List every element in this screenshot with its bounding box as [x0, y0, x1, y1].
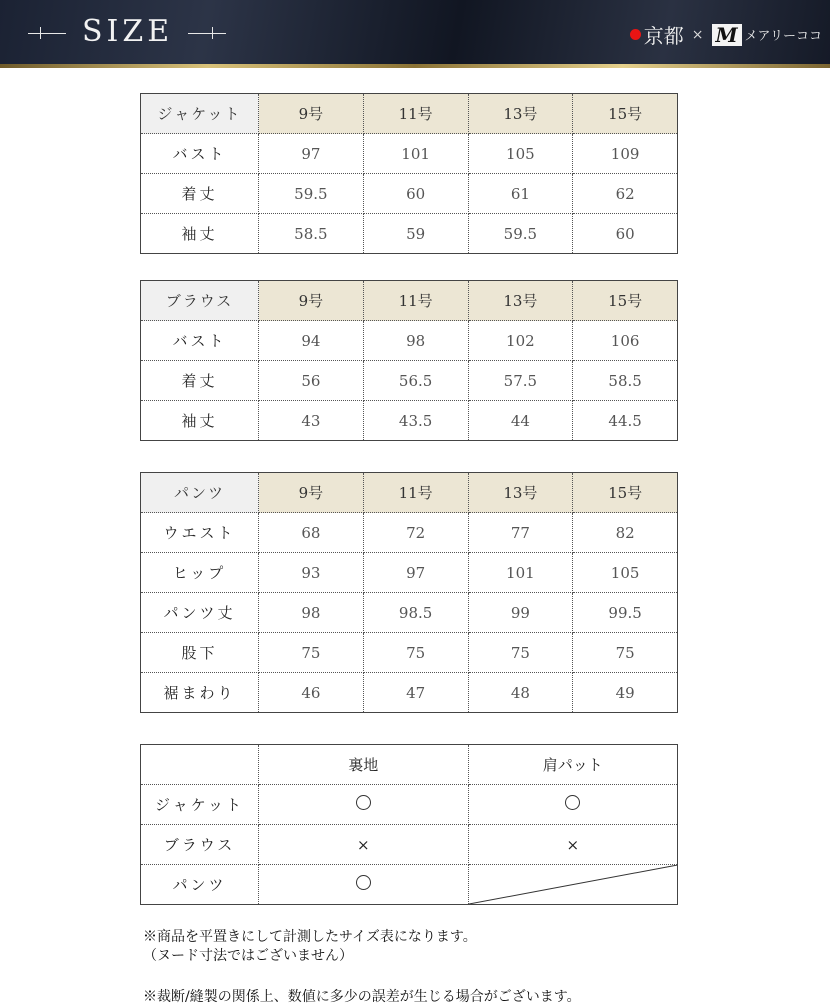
table-header-row	[141, 745, 678, 785]
size-header-13: 13号	[468, 473, 573, 513]
table-row	[141, 825, 678, 865]
table-row	[141, 134, 678, 174]
title-deco-left-tick	[40, 27, 41, 39]
note-line-1: ※商品を平置きにして計測したサイズ表になります。	[143, 929, 477, 945]
table-cell: 44.5	[608, 411, 642, 430]
pants-size-table	[140, 472, 678, 713]
row-label: ウエスト	[141, 513, 259, 553]
notes	[143, 928, 581, 1007]
table-cell: 99.5	[573, 593, 678, 633]
brand-times: ×	[691, 26, 704, 43]
table-cell	[468, 865, 678, 905]
gold-divider	[0, 64, 830, 68]
table-cell: 57.5	[468, 361, 573, 401]
table-cell: 59.5	[259, 174, 364, 214]
size-header-13: 13号	[468, 281, 573, 321]
table-cell: ×	[259, 825, 469, 865]
table-cell: 98.5	[363, 593, 468, 633]
brand-name: メアリーココ	[744, 29, 822, 44]
blouse-size-table	[140, 280, 678, 441]
row-label: 股下	[141, 633, 259, 673]
table-row	[141, 553, 678, 593]
table-cell: 59	[363, 214, 468, 254]
table-cell: 101	[363, 134, 468, 174]
row-label: バスト	[141, 321, 259, 361]
size-header-15: 15号	[573, 281, 678, 321]
feature-table	[140, 744, 678, 905]
title-deco-left-line	[28, 33, 66, 34]
table-row	[141, 633, 678, 673]
row-label: ヒップ	[141, 553, 259, 593]
table-row	[141, 174, 678, 214]
table-cell: 94	[259, 321, 364, 361]
size-header-15: 15号	[573, 94, 678, 134]
table-cell: 48	[468, 673, 573, 713]
table-row	[141, 593, 678, 633]
size-header-9: 9号	[259, 94, 364, 134]
circle-yes-icon	[356, 795, 371, 810]
table-cell: 72	[363, 513, 468, 553]
header-banner	[0, 0, 830, 64]
table-cell: 98	[259, 593, 364, 633]
table-row	[141, 865, 678, 905]
row-label: パンツ	[141, 865, 259, 905]
table-cell: 105	[468, 134, 573, 174]
brand-m-mark: M	[712, 24, 742, 46]
table-cell: 47	[363, 673, 468, 713]
table-cell: 105	[573, 553, 678, 593]
brand-logo	[630, 20, 822, 49]
table-row	[141, 361, 678, 401]
table-cell: 97	[259, 134, 364, 174]
pants-corner-cell: パンツ	[141, 473, 259, 513]
lining-header: 裏地	[259, 745, 469, 785]
row-label: 袖丈	[141, 214, 259, 254]
table-row	[141, 401, 678, 441]
table-cell: 93	[259, 553, 364, 593]
table-cell	[259, 865, 469, 905]
jacket-corner-cell: ジャケット	[141, 94, 259, 134]
row-label: ジャケット	[141, 785, 259, 825]
circle-yes-icon	[356, 875, 371, 890]
table-cell: ×	[468, 825, 678, 865]
table-cell: 98	[363, 321, 468, 361]
table-cell: 43.5	[363, 401, 468, 441]
table-cell	[468, 785, 678, 825]
size-header-11: 11号	[363, 281, 468, 321]
row-label: 着丈	[141, 174, 259, 214]
size-header-15: 15号	[573, 473, 678, 513]
table-cell: 49	[615, 683, 635, 702]
table-cell: 102	[468, 321, 573, 361]
table-cell: 101	[468, 553, 573, 593]
table-header-row	[141, 473, 678, 513]
table-cell	[259, 785, 469, 825]
table-cell: 75	[363, 633, 468, 673]
table-cell: 56	[259, 361, 364, 401]
note-line-2: （ヌード寸法ではございません）	[143, 948, 353, 964]
table-cell: 59.5	[468, 214, 573, 254]
page-title: SIZE	[82, 14, 174, 49]
table-cell: 62	[573, 174, 678, 214]
table-cell: 97	[363, 553, 468, 593]
row-label: 裾まわり	[141, 673, 259, 713]
row-label: 袖丈	[141, 401, 259, 441]
shoulder-pad-header: 肩パット	[468, 745, 678, 785]
size-header-9: 9号	[259, 281, 364, 321]
row-label: 着丈	[141, 361, 259, 401]
table-cell: 61	[468, 174, 573, 214]
feature-corner-cell	[141, 745, 259, 785]
size-header-9: 9号	[259, 473, 364, 513]
table-cell: 56.5	[363, 361, 468, 401]
table-cell: 68	[259, 513, 364, 553]
title-deco-right-tick	[212, 27, 213, 39]
row-label: バスト	[141, 134, 259, 174]
table-cell: 99	[468, 593, 573, 633]
blouse-corner-cell: ブラウス	[141, 281, 259, 321]
table-cell: 58.5	[573, 361, 678, 401]
table-cell: 109	[573, 134, 678, 174]
size-header-11: 11号	[363, 473, 468, 513]
row-label: パンツ丈	[141, 593, 259, 633]
table-cell: 44	[468, 401, 573, 441]
table-cell: 60	[615, 224, 635, 243]
size-header-11: 11号	[363, 94, 468, 134]
table-row	[141, 673, 678, 713]
table-cell: 77	[468, 513, 573, 553]
red-dot-icon	[630, 29, 641, 40]
size-header-13: 13号	[468, 94, 573, 134]
table-header-row	[141, 281, 678, 321]
note-line-3: ※裁断/縫製の関係上、数値に多少の誤差が生じる場合がございます。	[143, 989, 581, 1005]
not-applicable-slash-icon	[469, 865, 678, 904]
table-cell: 75	[468, 633, 573, 673]
table-cell: 82	[573, 513, 678, 553]
circle-yes-icon	[565, 795, 580, 810]
table-row	[141, 513, 678, 553]
jacket-size-table	[140, 93, 678, 254]
table-row	[141, 321, 678, 361]
table-cell: 75	[259, 633, 364, 673]
table-cell: 43	[259, 401, 364, 441]
title-deco-right-line	[188, 33, 226, 34]
row-label: ブラウス	[141, 825, 259, 865]
table-cell: 75	[573, 633, 678, 673]
table-cell: 106	[573, 321, 678, 361]
table-row	[141, 214, 678, 254]
table-cell: 58.5	[259, 214, 364, 254]
table-cell: 60	[363, 174, 468, 214]
table-row	[141, 785, 678, 825]
table-cell: 46	[259, 673, 364, 713]
table-header-row	[141, 94, 678, 134]
brand-city: 京都	[643, 24, 684, 48]
